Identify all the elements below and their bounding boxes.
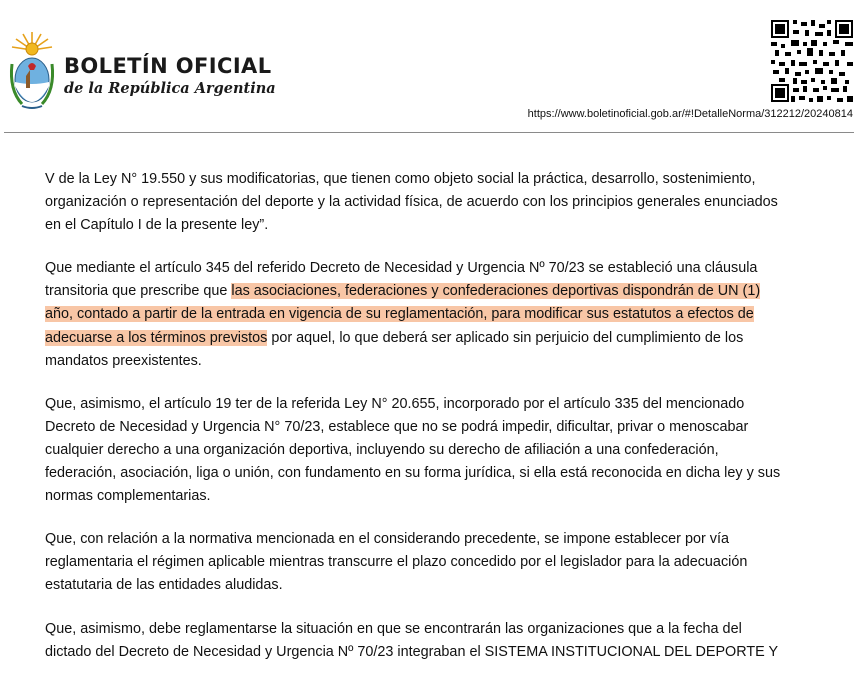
header-divider — [4, 132, 854, 133]
paragraph-1 — [45, 168, 820, 237]
text-segment: transitoria que prescribe que — [45, 283, 232, 300]
text-line: federación, asociación, liga o unión, con fundamento en su forma jurídica, si ella está reconocida en dicha ley y sus — [45, 465, 781, 482]
text-line — [45, 280, 820, 303]
text-line — [45, 327, 820, 350]
text-line: V de la Ley N° 19.550 y sus modificatorias, que tienen como objeto social la práctica, desarrollo, sostenimiento, — [45, 171, 756, 187]
text-line: Que, con relación a la normativa mencionada en el considerando precedente, se impone establecer por vía — [45, 531, 729, 548]
text-line: Que mediante el artículo 345 del referido Decreto de Necesidad y Urgencia Nº 70/23 se estableció una cláusula — [45, 260, 758, 277]
qr-code-icon — [771, 20, 853, 102]
text-line: dictado del Decreto de Necesidad y Urgencia Nº 70/23 integraban el SISTEMA INSTITUCIONAL DEL DEPORTE Y — [45, 643, 779, 660]
highlighted-text: las asociaciones, federaciones y confederaciones deportivas dispondrán de UN (1) — [231, 283, 761, 300]
text-line: normas complementarias. — [45, 488, 211, 505]
document-body — [45, 168, 820, 684]
text-line: mandatos preexistentes. — [45, 352, 202, 369]
masthead-subtitle: de la República Argentina — [64, 80, 276, 97]
highlighted-text: año, contado a partir de la entrada en vigencia de su reglamentación, para modificar sus estatutos a efectos de — [45, 306, 754, 323]
paragraph-2 — [45, 257, 820, 372]
text-line: Que, asimismo, el artículo 19 ter de la referida Ley N° 20.655, incorporado por el artículo 335 del mencionado — [45, 395, 745, 412]
text-line: estatutaria de las entidades aludidas. — [45, 577, 283, 594]
text-segment: por aquel, lo que deberá ser aplicado sin perjuicio del cumplimiento de los — [267, 329, 744, 346]
masthead-title: BOLETÍN OFICIAL — [64, 54, 272, 78]
text-line: reglamentaria el régimen aplicable mientras transcurre el plazo concedido por el legislador para la adecuación — [45, 554, 748, 571]
text-line: en el Capítulo I de la presente ley”. — [45, 217, 269, 234]
national-seal-icon — [6, 30, 58, 110]
paragraph-3 — [45, 393, 820, 508]
text-line: Decreto de Necesidad y Urgencia N° 70/23, establece que no se podrá impedir, dificultar, privar o menoscabar — [45, 418, 749, 435]
text-line — [45, 303, 820, 326]
text-line: organización o representación del deporte y la actividad física, de acuerdo con los principios generales enunciados — [45, 194, 778, 211]
document-url[interactable]: https://www.boletinoficial.gob.ar/#!DetalleNorma/312212/20240814 — [527, 108, 853, 120]
paragraph-4 — [45, 528, 820, 597]
highlighted-text: adecuarse a los términos previstos — [45, 329, 268, 346]
document-header — [0, 0, 857, 134]
paragraph-5 — [45, 618, 820, 664]
text-line: Que, asimismo, debe reglamentarse la situación en que se encontrarán las organizaciones que a la fecha del — [45, 620, 742, 637]
text-line: cualquier derecho a una organización deportiva, incluyendo su derecho de afiliación a una confederación, — [45, 441, 719, 458]
